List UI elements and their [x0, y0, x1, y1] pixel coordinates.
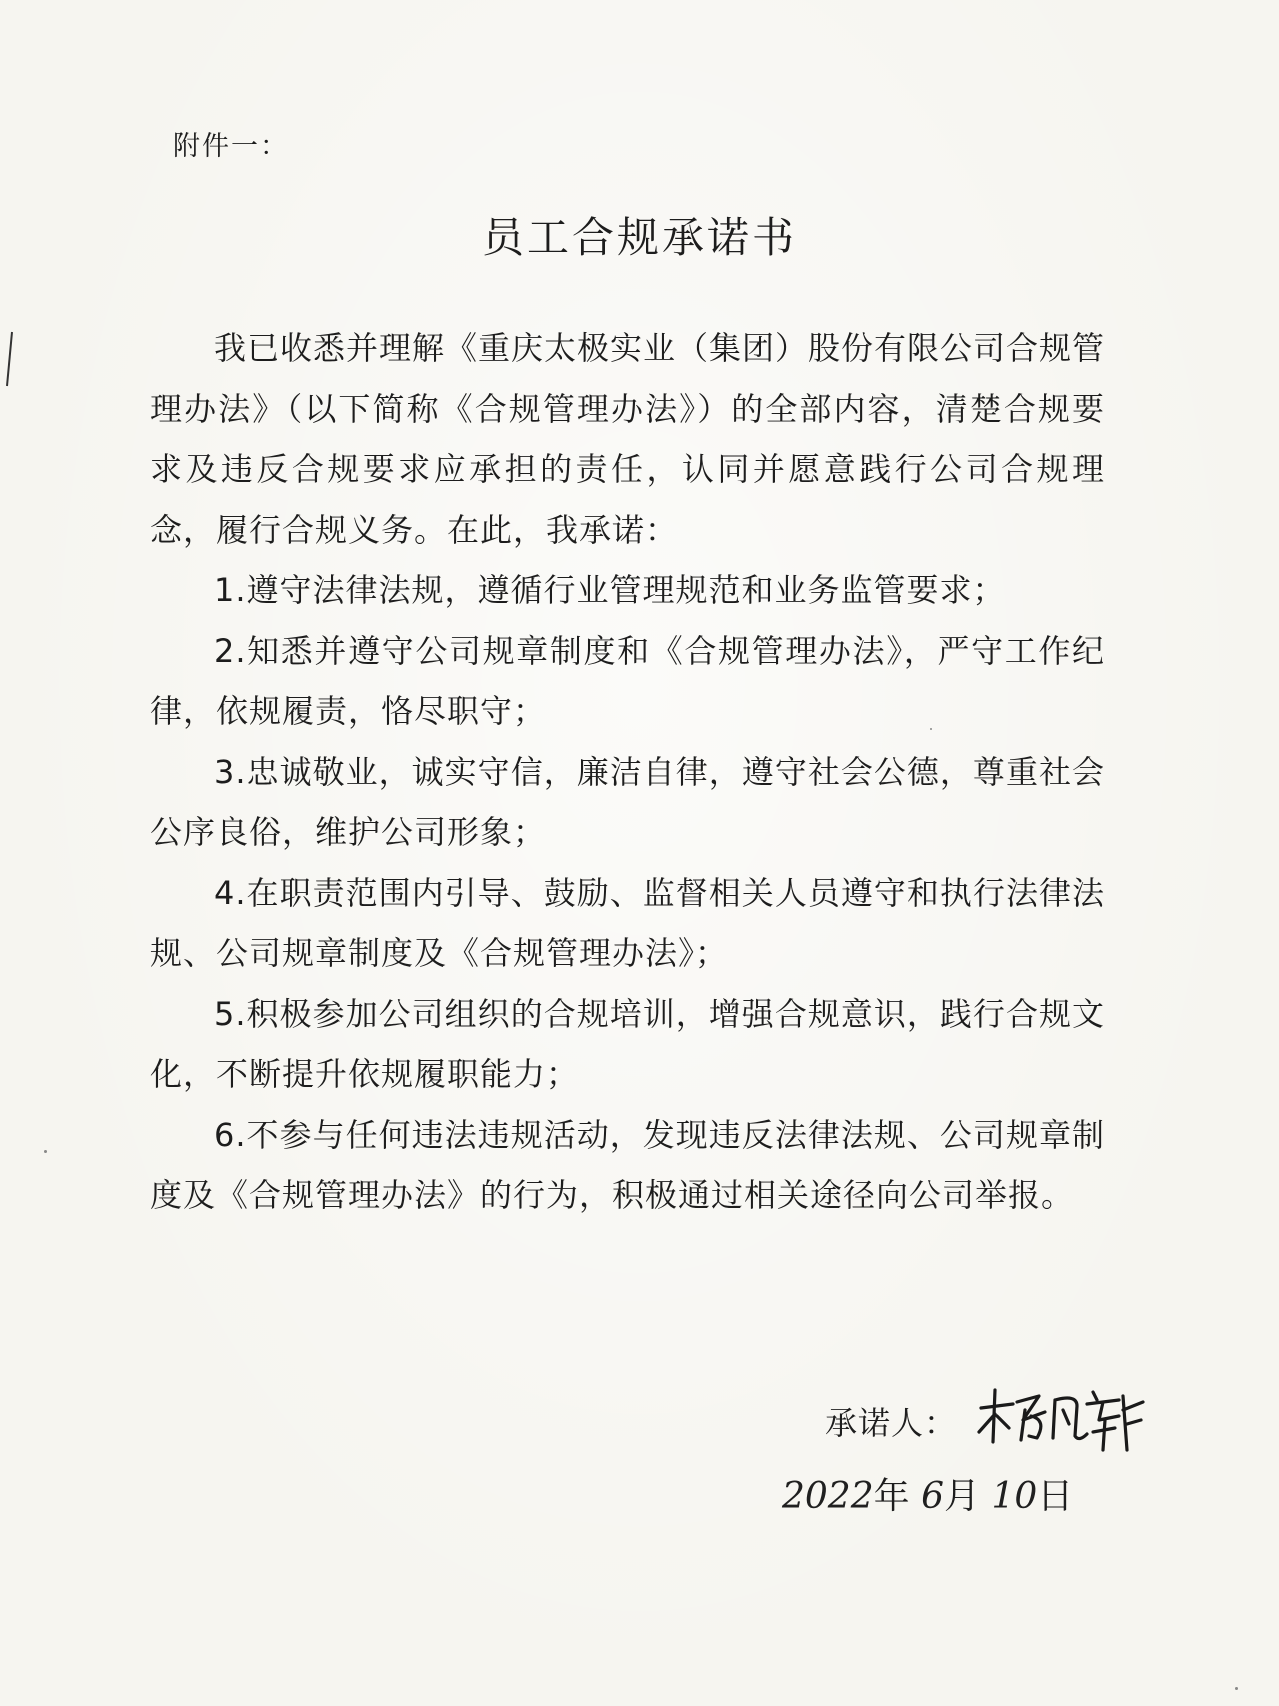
signature-date [782, 1468, 1073, 1519]
date-month: 6 [921, 1476, 944, 1517]
date-month-unit: 月 [944, 1476, 981, 1517]
commitment-item-3: 3.忠诚敬业，诚实守信，廉洁自律，遵守社会公德，尊重社会公序良俗，维护公司形象； [150, 752, 1105, 851]
signer-label: 承诺人： [825, 1404, 958, 1442]
scan-speck [930, 728, 932, 730]
signature-line [825, 1398, 957, 1444]
handwritten-signature [973, 1380, 1153, 1460]
commitment-item-2: 2.知悉并遵守公司规章制度和《合规管理办法》，严守工作纪律，依规履责，恪尽职守； [150, 631, 1105, 730]
date-day-unit: 日 [1037, 1476, 1074, 1517]
scan-speck [1235, 1687, 1238, 1690]
commitment-item-6: 6.不参与任何违法违规活动，发现违反法律法规、公司规章制度及《合规管理办法》的行为，积极通过相关途径向公司举报。 [150, 1115, 1105, 1214]
attachment-label: 附件一： [173, 131, 289, 162]
document-title: 员工合规承诺书 [481, 213, 797, 262]
commitment-item-1: 1.遵守法律法规，遵循行业管理规范和业务监管要求； [214, 571, 1006, 609]
scan-speck [44, 1150, 47, 1153]
date-year: 2022 [782, 1476, 874, 1517]
date-year-unit: 年 [873, 1476, 910, 1517]
commitment-item-5: 5.积极参加公司组织的合规培训，增强合规意识，践行合规文化，不断提升依规履职能力； [150, 994, 1105, 1093]
intro-paragraph: 我已收悉并理解《重庆太极实业（集团）股份有限公司合规管理办法》（以下简称《合规管理办法》）的全部内容，清楚合规要求及违反合规要求应承担的责任，认同并愿意践行公司合规理念，履行合规义务。在此，我承诺： [150, 329, 1106, 549]
scan-edge-mark [4, 330, 16, 390]
document-body [150, 318, 1105, 1226]
commitment-item-4: 4.在职责范围内引导、鼓励、监督相关人员遵守和执行法律法规、公司规章制度及《合规管理办法》； [150, 873, 1105, 972]
date-day: 10 [991, 1476, 1038, 1517]
